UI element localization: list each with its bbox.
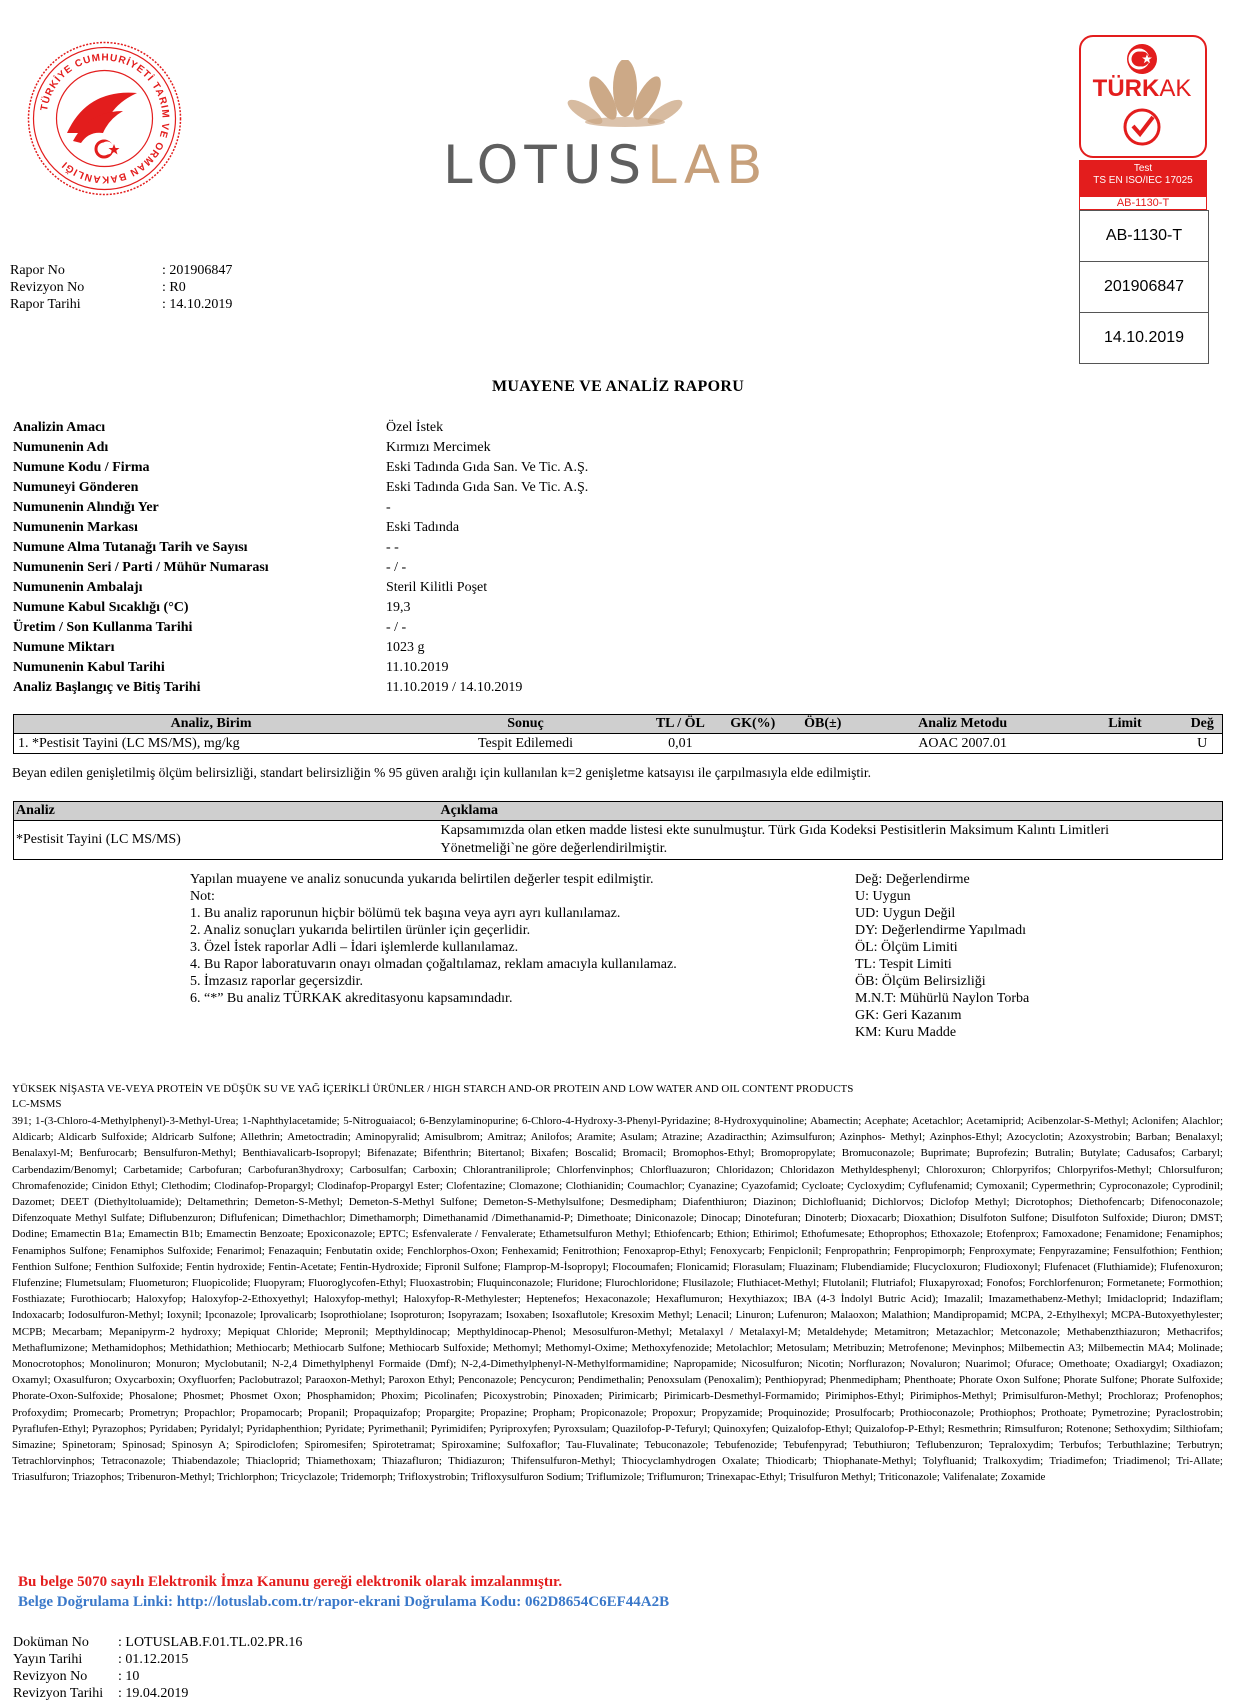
info-row	[13, 420, 1113, 440]
doc-meta-row	[13, 1651, 413, 1668]
report-meta-label: Rapor Tarihi	[10, 297, 81, 312]
results-header-row	[14, 715, 1223, 734]
logo-word-lab: LAB	[647, 135, 769, 196]
legend-line: KM: Kuru Madde	[855, 1025, 957, 1040]
info-label: Üretim / Son Kullanma Tarihi	[13, 620, 193, 635]
turkak-test-banner	[1079, 160, 1207, 197]
explanation-line: Yönetmeliği`ne göre değerlendirilmiştir.	[440, 841, 668, 856]
info-value: - -	[386, 540, 399, 555]
note-line: Not:	[190, 889, 215, 904]
report-meta-row	[10, 262, 410, 279]
verification-link[interactable]: Belge Doğrulama Linki: http://lotuslab.com.tr/rapor-ekrani Doğrulama Kodu: 062D8654C6EF44A2B	[18, 1594, 670, 1610]
results-cell: 0,01	[643, 734, 718, 754]
doc-meta-value: : 10	[118, 1669, 140, 1684]
info-value: Kırmızı Mercimek	[386, 440, 491, 455]
report-meta	[10, 262, 410, 316]
info-label: Numunenin Adı	[13, 440, 109, 455]
annex-method: LC-MSMS	[12, 1098, 62, 1110]
info-row	[13, 500, 1113, 520]
info-row	[13, 460, 1113, 480]
info-row	[13, 480, 1113, 500]
info-label: Numunenin Seri / Parti / Mühür Numarası	[13, 560, 269, 575]
info-value: Eski Tadında	[386, 520, 460, 535]
turkak-test-line1: Test	[1133, 163, 1153, 174]
report-meta-value: : 14.10.2019	[162, 297, 233, 312]
turkak-code-small: AB-1130-T	[1079, 196, 1207, 210]
legend-line: ÖB: Ölçüm Belirsizliği	[855, 974, 986, 989]
notes-block	[190, 871, 750, 1011]
report-meta-value: : 201906847	[162, 263, 233, 278]
results-cell: AOAC 2007.01	[858, 734, 1068, 754]
results-cell: Tespit Edilemedi	[408, 734, 643, 754]
annex-section-header: YÜKSEK NİŞASTA VE-VEYA PROTEİN VE DÜŞÜK SU VE YAĞ İÇERİKLİ ÜRÜNLER / HIGH STARCH AND-OR PROTEIN AND LOW WATER AND OIL CONTENT PRODUCTS	[12, 1083, 854, 1095]
info-label: Numune Kabul Sıcaklığı (°C)	[13, 600, 189, 615]
info-label: Numunenin Markası	[13, 520, 138, 535]
results-cell: 1. *Pestisit Tayini (LC MS/MS), mg/kg	[14, 734, 409, 754]
legend-line: UD: Uygun Değil	[855, 906, 956, 921]
doc-meta-value: : 01.12.2015	[118, 1652, 189, 1667]
legend-line: ÖL: Ölçüm Limiti	[855, 940, 958, 955]
results-row	[14, 734, 1223, 754]
uncertainty-note: Beyan edilen genişletilmiş ölçüm belirsizliği, standart belirsizliğin % 95 güven aralığı için kullanılan k=2 genişletme katsayısı ile çarpılmasıyla elde edilmiştir.	[12, 765, 872, 780]
note-line: 3. Özel İstek raporlar Adli – İdari işlemlerde kullanılamaz.	[190, 940, 519, 955]
results-header: Analiz, Birim	[14, 715, 409, 734]
turkak-date: 14.10.2019	[1080, 312, 1208, 363]
logo-word-lotus: LOTUS	[443, 135, 648, 196]
info-value: - / -	[386, 560, 407, 575]
results-header: Analiz Metodu	[858, 715, 1068, 734]
info-row	[13, 560, 1113, 580]
abbreviation-legend	[855, 871, 1195, 1046]
logo-wordmark	[443, 136, 769, 196]
results-cell	[788, 734, 858, 754]
explanation-header-row	[14, 802, 1223, 821]
doc-meta-row	[13, 1634, 413, 1651]
doc-meta-value: : LOTUSLAB.F.01.TL.02.PR.16	[118, 1635, 303, 1650]
doc-meta-label: Revizyon No	[13, 1669, 88, 1684]
results-table	[13, 714, 1223, 754]
info-value: Özel İstek	[386, 420, 444, 435]
explanation-analysis: *Pestisit Tayini (LC MS/MS)	[14, 821, 439, 860]
info-value: 11.10.2019 / 14.10.2019	[386, 680, 523, 695]
info-value: 19,3	[386, 600, 411, 615]
info-value: Steril Kilitli Poşet	[386, 580, 488, 595]
results-header: TL / ÖL	[643, 715, 718, 734]
note-line: 6. “*” Bu analiz TÜRKAK akreditasyonu kapsamındadır.	[190, 991, 513, 1006]
explanation-row	[14, 821, 1223, 860]
note-line: 5. İmzasız raporlar geçersizdir.	[190, 974, 363, 989]
doc-meta-label: Revizyon Tarihi	[13, 1686, 104, 1701]
svg-text:TÜRKİYE CUMHURİYETİ TARIM VE O: TÜRKİYE CUMHURİYETİ TARIM VE ORMAN BAKANLIĞI	[38, 52, 171, 185]
results-header: Limit	[1068, 715, 1183, 734]
info-value: 1023 g	[386, 640, 425, 655]
turkak-report-no: 201906847	[1080, 261, 1208, 312]
turkak-brand-b: AK	[1159, 75, 1192, 102]
report-meta-value: : R0	[162, 280, 186, 295]
esignature-statement: Bu belge 5070 sayılı Elektronik İmza Kanunu gereği elektronik olarak imzalanmıştır.	[18, 1574, 563, 1590]
sample-info	[13, 420, 1113, 705]
legend-line: U: Uygun	[855, 889, 911, 904]
explanation-header: Analiz	[14, 802, 439, 821]
doc-meta-row	[13, 1685, 413, 1702]
note-line: 4. Bu Rapor laboratuvarın onayı olmadan çoğaltılamaz, reklam amacıyla kullanılamaz.	[190, 957, 677, 972]
note-line: Yapılan muayene ve analiz sonucunda yukarıda belirtilen değerler tespit edilmiştir.	[190, 872, 654, 887]
explanation-text	[439, 821, 1223, 860]
info-value: - / -	[386, 620, 407, 635]
doc-meta-label: Yayın Tarihi	[13, 1652, 83, 1667]
info-label: Numune Kodu / Firma	[13, 460, 150, 475]
info-value: 11.10.2019	[386, 660, 449, 675]
info-row	[13, 540, 1113, 560]
turkak-brand-a: TÜRK	[1092, 75, 1160, 102]
note-line: 2. Analiz sonuçları yukarıda belirtilen ürünler için geçerlidir.	[190, 923, 531, 938]
info-label: Numune Miktarı	[13, 640, 115, 655]
doc-meta-row	[13, 1668, 413, 1685]
info-value: Eski Tadında Gıda San. Ve Tic. A.Ş.	[386, 460, 589, 475]
doc-meta-value: : 19.04.2019	[118, 1686, 189, 1701]
info-label: Analiz Başlangıç ve Bitiş Tarihi	[13, 680, 201, 695]
info-value: -	[386, 500, 391, 515]
info-label: Numunenin Alındığı Yer	[13, 500, 159, 515]
turkak-test-line2: TS EN ISO/IEC 17025	[1093, 175, 1193, 186]
turkak-info-stack	[1079, 210, 1209, 364]
info-label: Numunenin Ambalajı	[13, 580, 143, 595]
report-meta-label: Revizyon No	[10, 280, 85, 295]
info-row	[13, 620, 1113, 640]
explanation-header: Açıklama	[439, 802, 1223, 821]
info-row	[13, 640, 1113, 660]
results-cell: U	[1182, 734, 1222, 754]
results-header: GK(%)	[718, 715, 788, 734]
results-cell	[718, 734, 788, 754]
report-meta-label: Rapor No	[10, 263, 65, 278]
info-label: Numune Alma Tutanağı Tarih ve Sayısı	[13, 540, 248, 555]
info-row	[13, 600, 1113, 620]
info-row	[13, 580, 1113, 600]
report-meta-row	[10, 296, 410, 313]
report-title: MUAYENE VE ANALİZ RAPORU	[491, 378, 745, 395]
ministry-seal	[27, 41, 182, 196]
info-value: Eski Tadında Gıda San. Ve Tic. A.Ş.	[386, 480, 589, 495]
results-cell	[1068, 734, 1183, 754]
info-label: Analizin Amacı	[13, 420, 106, 435]
legend-line: DY: Değerlendirme Yapılmadı	[855, 923, 1026, 938]
turkak-code: AB-1130-T	[1080, 210, 1208, 261]
pesticide-list: 391; 1-(3-Chloro-4-Methylphenyl)-3-Methyl-Urea; 1-Naphthylacetamide; 5-Nitroguaiacol; 6-Benzylaminopurine; 6-Chloro-4-Hydroxy-3-Phenyl-Pyridazine; 8-Hydroxyquinoline; Abamectin; Acephate; Acetachlor; Acetamiprid; Acibenzolar-S-Methyl; Aclonifen; Alachlor; Aldicarb; Aldicarb Sulfoxide; Aldricarb Sulfone; Allethrin; Ametoctradin; Aminopyralid; Amisulbrom; Amitraz; Anilofos; Aramite; Asulam; Atrazine; Azadiracthin; Azimsulfuron; Azinphos- Methyl; Azinphos-Ethyl; Azocyclotin; Azoxystrobin; Barban; Benalaxyl; Benalaxyl-M; Benfurocarb; Bensulfuron-Methyl; Benthiavalicarb-Isopropyl; Bifenazate; Bifenthrin; Bitertanol; Bixafen; Boscalid; Bromacil; Bromophos-Ethyl; Bromopropylate; Bromuconazole; Buprimate; Buprofezin; Butralin; Butylate; Cadusafos; Carbaryl; Carbendazim/Benomyl; Carbetamide; Carbofuran; Carbofuran3hydroxy; Carbosulfan; Carboxin; Chlorantraniliprole; Chlorfenvinphos; Chlorfluazuron; Chloridazon; Chloridazon Methyldesphenyl; Chloroxuron; Chlorpyrifos; Chlorpyrifos-Methyl; Chlorsulfuron; Chromafenozide; Cinidon Ethyl; Clethodim; Clodinafop-Propargyl; Clodinafop-Propargyl Ester; Clofentazine; Clomazone; Clothianidin; Coumachlor; Cyanazine; Cyazofamid; Cycloate; Cycloxydim; Cyflufenamid; Cymoxanil; Cypermethrin; Cyproconazole; Cyprodinil; Dazomet; DEET (Diethyltoluamide); Deltamethrin; Demeton-S-Methyl; Demeton-S-Methyl Sulfone; Demeton-S-Methylsulfone; Desmedipham; Diafenthiuron; Diazinon; Dichlofluanid; Dichlorvos; Diclofop Methyl; Dicrotophos; Diethofencarb; Difenoconazole; Difenzoquate Methyl Sulfate; Diflubenzuron; Diflufenican; Dimethachlor; Dimethamorph; Dimethanamid /Dimethanamid-P; Dimethoate; Diniconazole; Dinocap; Dinotefuran; Dinoterb; Dioxacarb; Dioxathion; Disulfoton Sulfone; Disulfoton Sulfoxide; Diuron; DMST; Dodine; Emamectin B1a; Emamectin B1b; Emamectin Benzoate; Epoxiconazole; EPTC; Esfenvalerate / Fenvalerate; Ethametsulfuron Methyl; Ethiofencarb; Ethion; Ethirimol; Ethofumesate; Ethoprophos; Ethoxazole; Etofenprox; Famoxadone; Fenamidone; Fenamiphos; Fenamiphos Sulfone; Fenamiphos Sulfoxide; Fenarimol; Fenazaquin; Fenbutatin oxide; Fenchlorphos-Oxon; Fenhexamid; Fenitrothion; Fenoxaprop-Ethyl; Fenoxycarb; Fenpiclonil; Fenpropathrin; Fenpropimorph; Fenproxymate; Fenpyrazamine; Fensulfothion; Fenthion; Fenthion Sulfone; Fenthion Sulfoxide; Fentin hydroxide; Fentin-Acetate; Fentin-Hydroxide; Fipronil Sulfone; Flamprop-M-İsopropyl; Flocoumafen; Flonicamid; Florasulam; Fluazinam; Flubendiamide; Flucycloxuron; Fludioxonyl; Flufenacet (Fluthiamide); Flufenoxuron; Flufenzine; Flumetsulam; Fluometuron; Fluopicolide; Fluopyram; Fluoroglycofen-Ethyl; Fluoxastrobin; Fluquinconazole; Fluridone; Flurochloridone; Flusilazole; Fluthiacet-Methyl; Flutolanil; Flutriafol; Fluxapyroxad; Fonofos; Forchlorfenuron; Formetanete; Formothion; Fosthiazate; Furothiocarb; Haloxyfop; Haloxyfop-2-Ethoxyethyl; Haloxyfop-methyl; Haloxyfop-R-Methylester; Heptenefos; Hexaconazole; Hexaflumuron; Hexythiazox; IBA (4-3 İndolyl Butric Acid); Imazalil; Imazamethabenz-Methyl; Imidacloprid; Indaziflam; Indoxacarb; Iodosulfuron-Methyl; Ioxynil; Ipconazole; Iprovalicarb; Isoprothiolane; Isoproturon; Isopyrazam; Isoxaben; Isoxaflutole; Kresoxim Methyl; Lenacil; Linuron; Lufenuron; Malaoxon; Malathion; Mandipropamid; MCPA, 2-Ethylhexyl; MCPA-Butoxyethylester; MCPB; Mecarbam; Mepanipyrm-2 hydroxy; Mepiquat Chloride; Mepronil; Mepthyldinocap; Mepthyldinocap-Phenol; Mesosulfuron-Methyl; Metalaxyl / Metalaxyl-M; Metaldehyde; Metamitron; Metazachlor; Metconazole; Methabenzthiazuron; Methacrifos; Methaflumizone; Methamidophos; Methidathion; Methiocarb; Methiocarb Sulfone; Methiocarb Sulfoxide; Methomyl; Methomyl-Oxime; Methoxyfenozide; Metolachlor; Metosulam; Metribuzin; Metrofenone; Mevinphos; Milbemectin A3; Milbemectin MA4; Molinade; Monocrotophos; Monolinuron; Monuron; Myclobutanil; N-2,4 Dimethylphenyl Formaide (Dmf); N-2,4-Dimethylphenyl-N-Methylformamidine; Napropamide; Nicosulfuron; Nicotin; Norflurazon; Novaluron; Nuarimol; Ofurace; Omethoate; Oxadiargyl; Oxadiazon; Oxamyl; Oxasulfuron; Oxycarboxin; Oxyfluorfen; Paclobutrazol; Paraoxon-Methyl; Paroxon Ethyl; Penconazole; Pencycuron; Pendimethalin; Penoxsulam (Penoxalim); Penthiopyrad; Phenmedipham; Phenthoate; Phorate Oxon Sulfone; Phorate Sulfone; Phorate Sulfoxide; Phorate-Oxon-Sulfoxide; Phosalone; Phosmet; Phosmet Oxon; Phosphamidon; Phoxim; Picolinafen; Picoxystrobin; Pinoxaden; Pirimicarb; Pirimicarb-Desmethyl-Formamido; Pirimiphos-Ethyl; Pirimiphos-Methyl; Primisulfuron-Methyl; Prochloraz; Profenophos; Profoxydim; Promecarb; Prometryn; Propachlor; Propamocarb; Propanil; Propaquizafop; Propargite; Propazine; Propham; Propiconazole; Propoxur; Propyzamide; Proquinozide; Prosulfocarb; Prothioconazole; Prothiophos; Prothoate; Pymetrozine; Pyraclostrobin; Pyraflufen-Ethyl; Pyrazophos; Pyridaben; Pyridalyl; Pyridaphenthion; Pyridate; Pyrimethanil; Pyrimidifen; Pyriproxyfen; Pyroxsulam; Quazilofop-P-Tefuryl; Quinoxyfen; Quizalofop-Ethyl; Quizalofop-P-Ethyl; Resmethrin; Rimsulfuron; Rotenone; Sethoxydim; Silthiofam; Simazine; Spinetoram; Spinosad; Spinosyn A; Spirodiclofen; Spiromesifen; Spirotetramat; Spiroxamine; Sulfoxaflor; Tau-Fluvalinate; Tebuconazole; Tebufenozide; Tebufenpyrad; Tebuthiuron; Teflubenzuron; Tepraloxydim; Terbufos; Terbuthlazine; Terbutryn; Tetrachlorvinphos; Tetraconazole; Thiabendazole; Thiacloprid; Thiamethoxam; Thiazafluron; Thidiazuron; Thifensulfuron-Methyl; Thiocyclamhydrogen Oxalate; Thiodicarb; Thiophanate-Methyl; Tolyfluanid; Tralkoxydim; Triadimefon; Triadimenol; Tri-Allate; Triasulfuron; Triazophos; Tribenuron-Methyl; Trichlorphon; Tricyclazole; Tridemorph; Trifloxystrobin; Trifloxysulfuron Sodium; Triflumizole; Triflumuron; Trinexapac-Ethyl; Trisulfuron Methyl; Triticonazole; Valifenalate; Zoxamide	[12, 1115, 1223, 1484]
info-row	[13, 520, 1113, 540]
results-header: ÖB(±)	[788, 715, 858, 734]
info-label: Numunenin Kabul Tarihi	[13, 660, 165, 675]
explanation-line: Kapsamımızda olan etken madde listesi ekte sunulmuştur. Türk Gıda Kodeksi Pestisitlerin Maksimum Kalıntı Limitleri	[440, 823, 1110, 838]
turkak-wordmark	[1082, 75, 1202, 103]
legend-line: TL: Tespit Limiti	[855, 957, 952, 972]
info-label: Numuneyi Gönderen	[13, 480, 139, 495]
info-row	[13, 680, 1113, 700]
legend-line: M.N.T: Mühürlü Naylon Torba	[855, 991, 1030, 1006]
doc-meta-label: Doküman No	[13, 1635, 89, 1650]
results-header: Sonuç	[408, 715, 643, 734]
document-meta	[13, 1634, 413, 1704]
explanation-table	[13, 801, 1223, 860]
results-header: Değ	[1182, 715, 1222, 734]
legend-line: GK: Geri Kazanım	[855, 1008, 962, 1023]
report-meta-row	[10, 279, 410, 296]
info-row	[13, 660, 1113, 680]
legend-line: Değ: Değerlendirme	[855, 872, 970, 887]
note-line: 1. Bu analiz raporunun hiçbir bölümü tek başına veya ayrı ayrı kullanılamaz.	[190, 906, 621, 921]
info-row	[13, 440, 1113, 460]
